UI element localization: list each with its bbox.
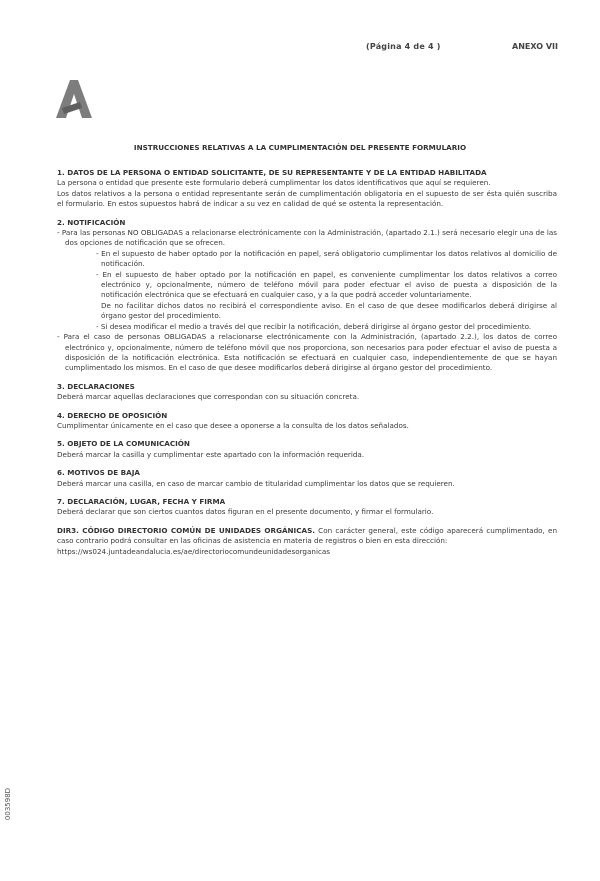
section-3-paragraph: Deberá marcar aquellas declaraciones que correspondan con su situación concreta.	[57, 392, 360, 402]
document-code	[2, 787, 14, 821]
logo-graphic	[54, 80, 94, 120]
junta-andalucia-logo-icon	[54, 80, 94, 120]
section-1-paragraph: La persona o entidad que presente este formulario deberá cumplimentar los datos identificativos que aquí se requieren.	[57, 178, 491, 188]
section-2-subitem: - En el supuesto de haber optado por la notificación en papel, será obligatorio cumplimentar los datos relativos al domicilio de notificación.	[96, 248, 557, 269]
page-header	[0, 42, 600, 54]
document-code-text: 003598D	[4, 787, 13, 821]
dir3-title: DIR3. CÓDIGO DIRECTORIO COMÚN DE UNIDADES ORGÁNICAS.	[57, 525, 315, 535]
section-2	[57, 218, 557, 374]
section-6-paragraph: Deberá marcar una casilla, en caso de marcar cambio de titularidad cumplimentar los datos que se requieren.	[57, 478, 455, 488]
section-7	[57, 497, 557, 518]
dir3-url[interactable]: https://ws024.juntadeandalucia.es/ae/directoriocomundeunidadesorganicas	[57, 546, 331, 556]
section-4-title: 4. DERECHO DE OPOSICIÓN	[57, 410, 168, 420]
section-5-title: 5. OBJETO DE LA COMUNICACIÓN	[57, 439, 190, 449]
instructions-body	[57, 168, 557, 565]
section-5-paragraph: Deberá marcar la casilla y cumplimentar este apartado con la información requerida.	[57, 449, 365, 459]
section-4-paragraph: Cumplimentar únicamente en el caso que desee a oponerse a la consulta de los datos señalados.	[57, 420, 409, 430]
section-dir3	[57, 526, 557, 557]
dir3-paragraph	[57, 526, 557, 547]
section-2-subitem: - Si desea modificar el medio a través del que recibir la notificación, deberá dirigirse al órgano gestor del procedimiento.	[96, 321, 532, 331]
section-2-item: - Para las personas NO OBLIGADAS a relacionarse electrónicamente con la Administración, (apartado 2.1.) será necesario elegir una de las dos opciones de notificación que se ofrecen.	[57, 228, 557, 248]
section-1-title: 1. DATOS DE LA PERSONA O ENTIDAD SOLICITANTE, DE SU REPRESENTANTE Y DE LA ENTIDAD HABILITADA	[57, 168, 487, 177]
section-4	[57, 411, 557, 432]
section-6-title: 6. MOTIVOS DE BAJA	[57, 468, 140, 478]
section-7-title: 7. DECLARACIÓN, LUGAR, FECHA Y FIRMA	[57, 496, 226, 506]
section-2-subitem-continued: De no facilitar dichos datos no recibirá el correspondiente aviso. En el caso de que desee modificarlos deberá dirigirse al órgano gestor del procedimiento.	[101, 300, 557, 321]
section-5	[57, 439, 557, 460]
dir3-text: Con carácter general, este código aparecerá cumplimentado, en caso contrario podrá consultar en las oficinas de asistencia en materia de registros o bien en esta dirección:	[57, 525, 557, 546]
section-2-item: - Para el caso de personas OBLIGADAS a relacionarse electrónicamente con la Administración, (apartado 2.2.), los datos de correo electrónico y, opcionalmente, número de teléfono móvil que nos proporciona, son necesarios para poder efectuar el aviso de puesta a disposición de la notificación electrónica. Esta notificación se efectuará en cualquier caso, independientemente de que se hayan cumplimentado los mismos. En el caso de que desee modificarlos deberá dirigirse al órgano gestor del procedimiento.	[57, 332, 557, 373]
page-number: (Página 4 de 4 )	[366, 42, 441, 51]
section-3-title: 3. DECLARACIONES	[57, 381, 135, 391]
section-7-paragraph: Deberá declarar que son ciertos cuantos datos figuran en el presente documento, y firmar el formulario.	[57, 507, 434, 517]
annex-label: ANEXO VII	[512, 42, 558, 51]
section-6	[57, 468, 557, 489]
section-3	[57, 382, 557, 403]
section-2-title: 2. NOTIFICACIÓN	[57, 217, 126, 227]
section-1	[57, 168, 557, 210]
section-2-subitem: - En el supuesto de haber optado por la notificación en papel, es conveniente cumplimentar los datos relativos a correo electrónico y, opcionalmente, número de teléfono móvil para poder efectuar el aviso de puesta a disposición de la notificación electrónica que se efectuará en cualquier caso, y a la que podrá acceder voluntariamente.	[96, 269, 557, 300]
document-title: INSTRUCCIONES RELATIVAS A LA CUMPLIMENTACIÓN DEL PRESENTE FORMULARIO	[133, 143, 467, 152]
section-1-paragraph: Los datos relativos a la persona o entidad representante serán de cumplimentación obligatoria en el supuesto de ser ésta quién suscriba el formulario. En estos supuestos habrá de indicar a su vez en calidad de qué se ostenta la representación.	[57, 188, 557, 209]
